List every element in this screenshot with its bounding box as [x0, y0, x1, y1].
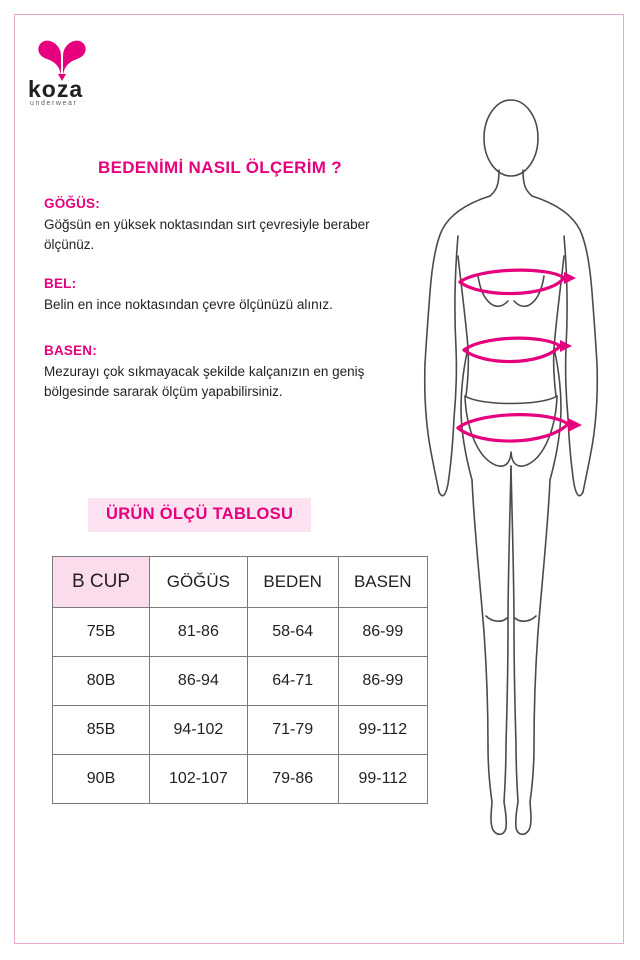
table-header-basen: BASEN: [338, 557, 427, 608]
table-header-row: [53, 557, 428, 608]
table-cell-basen: 99-112: [338, 706, 427, 755]
table-cell-gogus: 102-107: [150, 755, 248, 804]
table-cell-cup: 75B: [53, 608, 150, 657]
section-basen: [44, 343, 394, 401]
table-cell-basen: 86-99: [338, 608, 427, 657]
table-cell-basen: 86-99: [338, 657, 427, 706]
table-header-beden: BEDEN: [247, 557, 338, 608]
table-header-cup: B CUP: [53, 557, 150, 608]
female-body-measurement-diagram-icon: [398, 96, 624, 856]
brand-logo: [28, 38, 138, 108]
table-cell-beden: 79-86: [247, 755, 338, 804]
section-gogus-heading: GÖĞÜS:: [44, 196, 100, 211]
table-row: [53, 706, 428, 755]
section-gogus-body: Göğsün en yüksek noktasından sırt çevresiyle beraber ölçünüz.: [44, 217, 370, 252]
section-bel-heading: BEL:: [44, 276, 77, 291]
size-table: [52, 556, 428, 804]
brand-tagline: underwear: [30, 100, 78, 107]
table-cell-beden: 64-71: [247, 657, 338, 706]
table-row: [53, 608, 428, 657]
waist-measure-line: [464, 346, 560, 362]
table-cell-cup: 80B: [53, 657, 150, 706]
table-cell-beden: 71-79: [247, 706, 338, 755]
table-header-gogus: GÖĞÜS: [150, 557, 248, 608]
table-cell-beden: 58-64: [247, 608, 338, 657]
section-basen-body: Mezurayı çok sıkmayacak şekilde kalçanızın en geniş bölgesinde sararak ölçüm yapabilirsiniz.: [44, 364, 365, 399]
table-cell-cup: 90B: [53, 755, 150, 804]
section-bel: [44, 276, 394, 315]
section-gogus: [44, 196, 394, 254]
table-cell-cup: 85B: [53, 706, 150, 755]
table-cell-basen: 99-112: [338, 755, 427, 804]
table-cell-gogus: 86-94: [150, 657, 248, 706]
brand-name: koza: [28, 76, 84, 102]
table-cell-gogus: 81-86: [150, 608, 248, 657]
bust-measure-line: [460, 278, 564, 294]
page-title: BEDENİMİ NASIL ÖLÇERİM ?: [98, 158, 342, 177]
section-bel-body: Belin en ince noktasından çevre ölçünüzü alınız.: [44, 297, 333, 312]
hip-measure-line: [458, 424, 568, 441]
section-basen-heading: BASEN:: [44, 343, 97, 358]
table-row: [53, 755, 428, 804]
table-row: [53, 657, 428, 706]
table-cell-gogus: 94-102: [150, 706, 248, 755]
size-table-title: ÜRÜN ÖLÇÜ TABLOSU: [88, 498, 311, 532]
